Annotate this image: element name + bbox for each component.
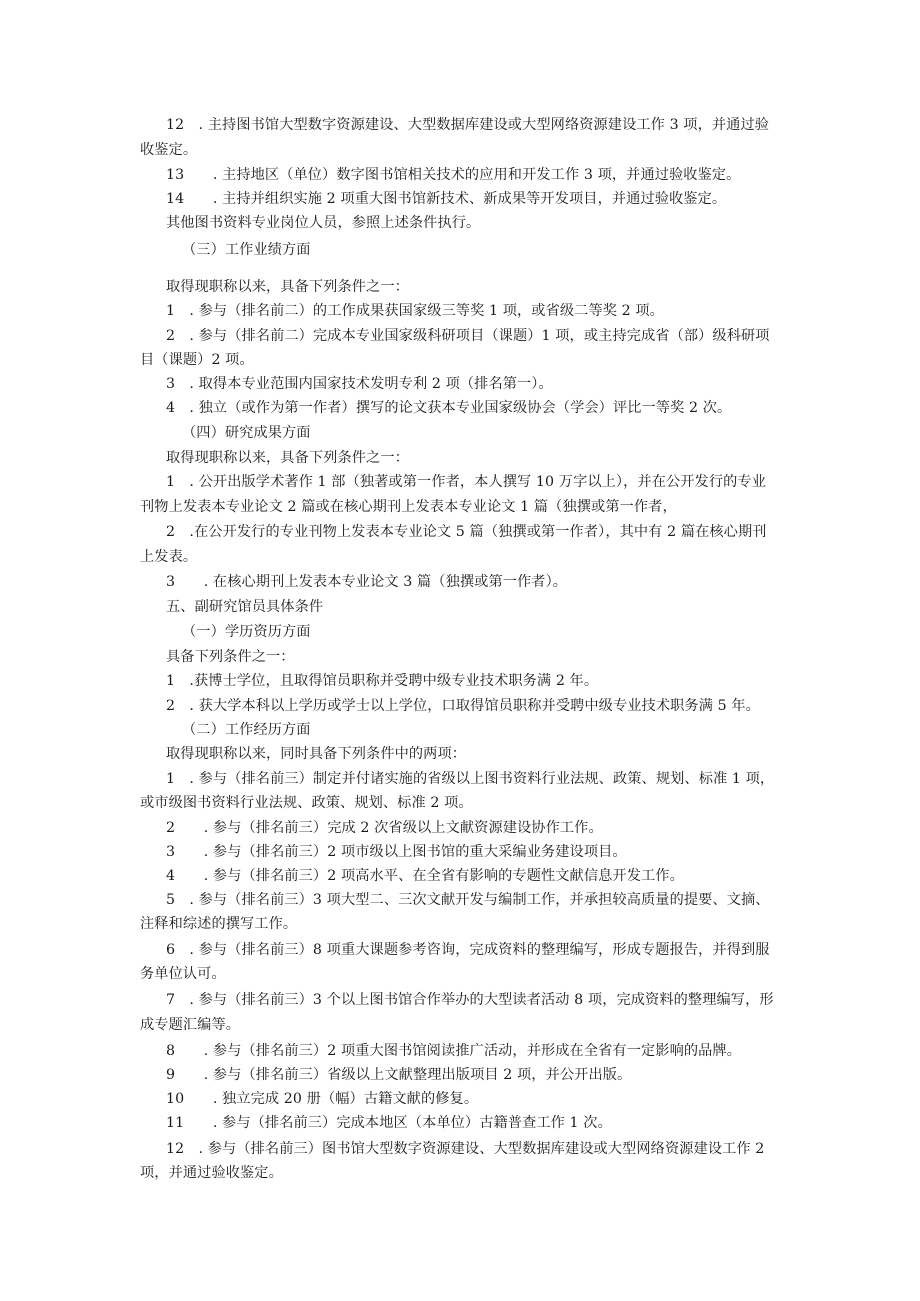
para-line: 13 . 主持地区（单位）数字图书馆相关技术的应用和开发工作 3 项，并通过验收鉴定。 [166,167,741,183]
para-line: 12 . 主持图书馆大型数字资源建设、大型数据库建设或大型网络资源建设工作 3 项，并通过验 [166,117,770,133]
para-line: 取得现职称以来，同时具备下列条件中的两项： [166,746,467,762]
para-line: 成专题汇编等。 [140,1017,241,1033]
section-heading: （三）工作业绩方面 [182,242,311,258]
section-heading: （一）学历资历方面 [182,624,311,640]
para-line: 11 . 参与（排名前三）完成本地区（本单位）古籍普查工作 1 次。 [166,1115,612,1131]
para-line: 5 . 参与（排名前三）3 项大型二、三次文献开发与编制工作，并承担较高质量的提要、文摘、 [166,892,770,908]
para-line: 1 . 公开出版学术著作 1 部（独著或第一作者，本人撰写 10 万字以上），并在公开发行的专业 [166,474,766,490]
para-line: 12 . 参与（排名前三）图书馆大型数字资源建设、大型数据库建设或大型网络资源建设工作 2 [166,1141,765,1157]
para-line: 4 . 独立（或作为第一作者）撰写的论文获本专业国家级协会（学会）评比一等奖 2 次。 [166,400,732,416]
section-heading: 五、副研究馆员具体条件 [166,599,324,615]
para-line: 2 . 参与（排名前三）完成 2 次省级以上文献资源建设协作工作。 [166,820,603,836]
para-line: 上发表。 [140,549,198,565]
para-line: 2 . 获大学本科以上学历或学士以上学位，口取得馆员职称并受聘中级专业技术职务满 5 年。 [166,698,760,714]
para-line: 收鉴定。 [140,142,198,158]
para-line: 3 . 取得本专业范围内国家技术发明专利 2 项（排名第一）。 [166,376,553,392]
para-line: 3 . 参与（排名前三）2 项市级以上图书馆的重大采编业务建设项目。 [166,844,627,860]
para-line: 14 . 主持并组织实施 2 项重大图书馆新技术、新成果等开发项目，并通过验收鉴定。 [166,191,727,207]
para-line: 1 .获博士学位，且取得馆员职称并受聘中级专业技术职务满 2 年。 [166,673,599,689]
para-line: 注释和综述的撰写工作。 [140,916,298,932]
para-line: 务单位认可。 [140,966,226,982]
para-line: 具备下列条件之一： [166,649,295,665]
para-line: 取得现职称以来，具备下列条件之一： [166,279,409,295]
para-line: 8 . 参与（排名前三）2 项重大图书馆阅读推广活动，并形成在全省有一定影响的品牌。 [166,1043,742,1059]
para-line: 或市级图书资料行业法规、政策、规划、标准 2 项。 [140,795,473,811]
para-line: 10 . 独立完成 20 册（幅）古籍文献的修复。 [166,1091,479,1107]
para-line: 目（课题）2 项。 [140,352,254,368]
para-line: 3 . 在核心期刊上发表本专业论文 3 篇（独撰或第一作者）。 [166,574,568,590]
para-line: 2 . 参与（排名前二）完成本专业国家级科研项目（课题）1 项，或主持完成省（部）级科研项 [166,328,770,344]
para-line: 4 . 参与（排名前三）2 项高水平、在全省有影响的专题性文献信息开发工作。 [166,868,684,884]
para-line: 1 . 参与（排名前三）制定并付诸实施的省级以上图书资料行业法规、政策、规划、标准 1 项， [166,771,775,787]
section-heading: （二）工作经历方面 [182,722,311,738]
para-line: 刊物上发表本专业论文 2 篇或在核心期刊上发表本专业论文 1 篇（独撰或第一作者， [140,499,677,515]
para-line: 项，并通过验收鉴定。 [140,1165,283,1181]
para-line: 取得现职称以来，具备下列条件之一： [166,450,409,466]
para-line: 其他图书资料专业岗位人员，参照上述条件执行。 [166,215,481,231]
para-line: 7 . 参与（排名前三）3 个以上图书馆合作举办的大型读者活动 8 项，完成资料的整理编写，形 [166,992,774,1008]
para-line: 9 . 参与（排名前三）省级以上文献整理出版项目 2 项，并公开出版。 [166,1067,632,1083]
para-line: 1 . 参与（排名前二）的工作成果获国家级三等奖 1 项，或省级二等奖 2 项。 [166,303,664,319]
para-line: 2 .在公开发行的专业刊物上发表本专业论文 5 篇（独撰或第一作者），其中有 2 篇在核心期刊 [166,524,767,540]
para-line: 6 . 参与（排名前三）8 项重大课题参考咨询，完成资料的整理编写，形成专题报告，并得到服 [166,942,770,958]
section-heading: （四）研究成果方面 [182,425,311,441]
